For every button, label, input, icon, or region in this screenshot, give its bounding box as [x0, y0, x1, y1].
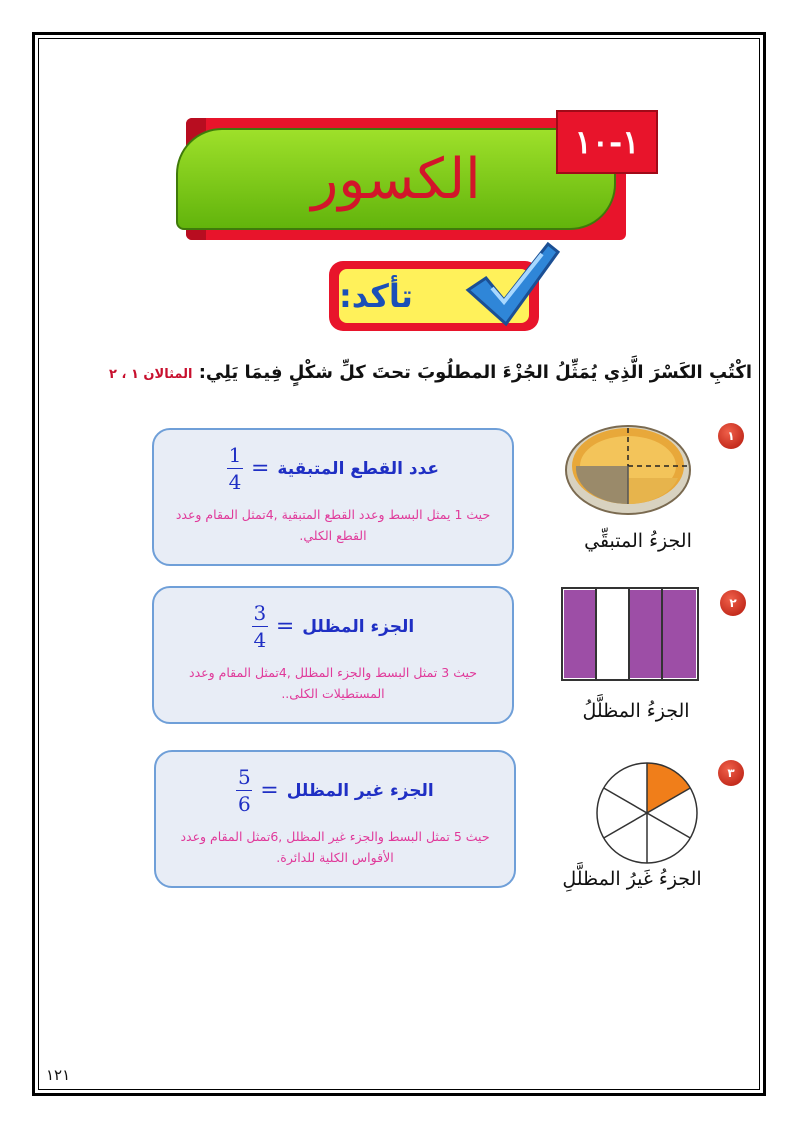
denominator: 4 — [253, 628, 267, 652]
lesson-number: ١-١٠ — [556, 110, 658, 174]
exercise-number-badge: ٣ — [718, 760, 744, 786]
instruction-text — [52, 362, 752, 383]
answer-label: الجزء غير المظلل — [286, 780, 434, 801]
check-label: تأكد: — [339, 269, 529, 323]
equals-sign: = — [275, 614, 295, 639]
rectangles-figure — [560, 586, 700, 682]
circle-figure — [592, 758, 702, 868]
lesson-title: الكسور — [311, 146, 481, 212]
answer-box — [154, 750, 516, 888]
checkmark-icon — [462, 238, 562, 330]
exercise-number-badge: ١ — [718, 423, 744, 449]
answer-note: حيث 3 تمثل البسط والجزء المظلل ,4تمثل المقام وعدد المستطيلات الكلى.. — [189, 665, 477, 701]
fraction — [227, 444, 243, 493]
instruction-main: اكْتُبِ الكَسْرَ الَّذِي يُمَثِّلُ الجُزْءَ المطلُوبَ تحتَ كلِّ شكْلٍ فِيمَا يَلِي: — [198, 362, 752, 383]
equals-sign: = — [250, 456, 270, 481]
numerator: 3 — [253, 601, 267, 625]
exercise-number-badge: ٢ — [720, 590, 746, 616]
answer-box — [152, 586, 514, 724]
fraction — [236, 766, 252, 815]
answer-note: حيث 1 يمثل البسط وعدد القطع المتبقية ,4تمثل المقام وعدد القطع الكلي. — [175, 507, 491, 543]
denominator: 4 — [228, 470, 242, 494]
answer-equation — [156, 766, 514, 815]
fraction — [252, 602, 268, 651]
figure-caption: الجزءُ غَيرُ المظلَّلِ — [562, 868, 702, 890]
denominator: 6 — [237, 792, 251, 816]
answer-label: الجزء المظلل — [302, 616, 415, 637]
answer-label: عدد القطع المتبقية — [277, 458, 440, 479]
answer-equation — [154, 444, 512, 493]
answer-note: حيث 5 تمثل البسط والجزء غير المظلل ,6تمثل المقام وعدد الأقواس الكلية للدائرة. — [180, 829, 490, 865]
answer-box — [152, 428, 514, 566]
answer-equation — [154, 602, 512, 651]
numerator: 5 — [237, 765, 251, 789]
numerator: 1 — [228, 443, 242, 467]
page-number: ١٢١ — [46, 1066, 71, 1084]
figure-caption: الجزءُ المظلَّلُ — [582, 700, 690, 722]
figure-caption: الجزءُ المتبقِّي — [584, 530, 692, 552]
instruction-reference: المثالان ١ ، ٢ — [109, 367, 193, 382]
equals-sign: = — [260, 778, 279, 803]
pie-figure — [564, 418, 694, 518]
